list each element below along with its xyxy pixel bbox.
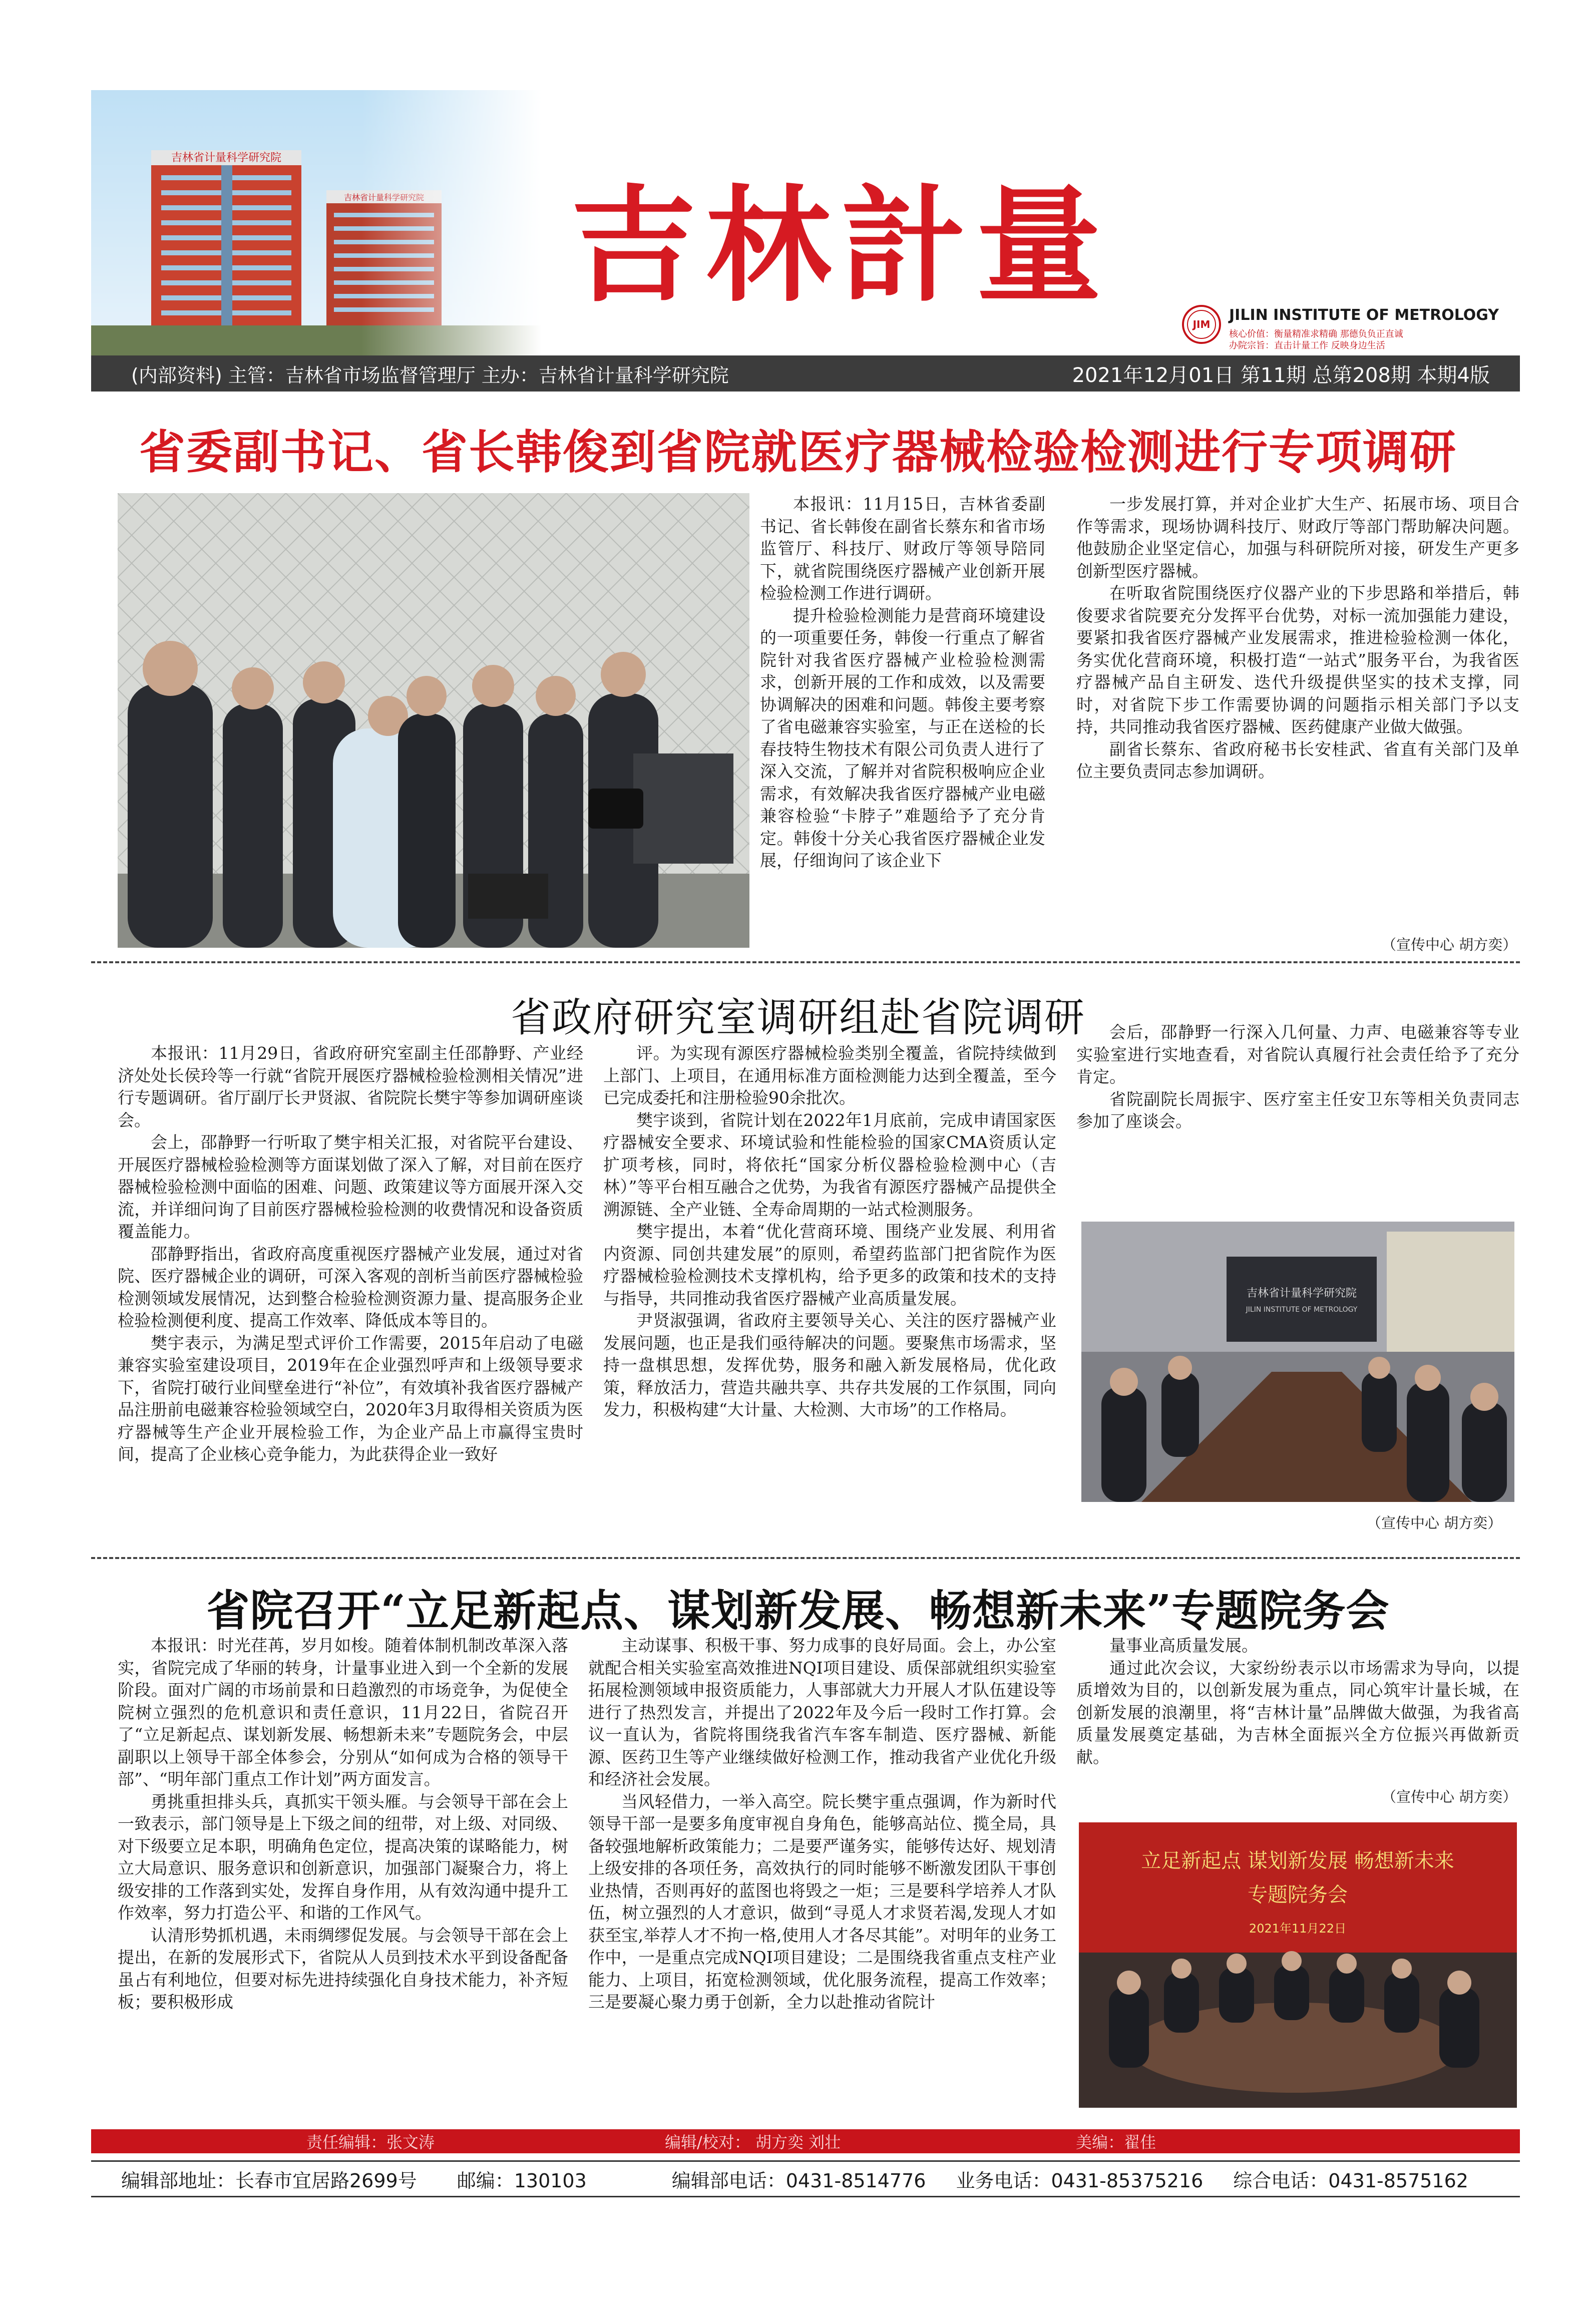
article3-column-1 bbox=[118, 1635, 568, 2014]
article2-paragraph: 尹贤淑强调，省政府主要领导关心、关注的医疗器械产业发展问题，也正是我们亟待解决的问题。要聚焦市场需求，坚持一盘棋思想，发挥优势，服务和融入新发展格局，优化政策，释放活力，营造共融共享、共存共发展的工作氛围，同向发力，积极构建“大计量、大检测、大市场”的工作格局。 bbox=[603, 1311, 1056, 1419]
article2-paragraph: 会后，邵静野一行深入几何量、力声、电磁兼容等专业实验室进行实地查看，对省院认真履行社会责任给予了充分肯定。 bbox=[1076, 1022, 1519, 1086]
article1-paragraph: 本报讯：11月15日，吉林省委副书记、省长韩俊在副省长蔡东和省市场监管厅、科技厅、财政厅等领导陪同下，就省院围绕医疗器械产业创新开展检验检测工作进行调研。 bbox=[760, 494, 1045, 603]
article1-photo bbox=[118, 493, 749, 948]
article3-paragraph: 量事业高质量发展。 bbox=[1109, 1636, 1258, 1655]
article2-paragraph: 樊宇表示，为满足型式评价工作需要，2015年启动了电磁兼容实验室建设项目，2019年在企业强烈呼声和上级领导要求下，省院打破行业间壁垒进行“补位”，有效填补我省医疗器械产品注册前电磁兼容检验领域空白，2020年3月取得相关资质为医疗器械等生产企业开展检验工作，为企业产品上市赢得宝贵时间，提高了企业核心竞争能力，为此获得企业一致好 bbox=[118, 1333, 583, 1464]
article3-column-3 bbox=[1076, 1635, 1519, 1768]
article2-column-1 bbox=[118, 1042, 583, 1466]
article3-paragraph: 当风轻借力，一举入高空。院长樊宇重点强调，作为新时代领导干部一是要多角度审视自身角色，能够高站位、揽全局，具备较强地解析政策能力；二是要严谨务实，能够传达好、规划清上级安排的各项任务，高效执行的同时能够不断激发团队干事创业热情，否则再好的蓝图也将毁之一炬；三是要科学培养人才队伍，树立强烈的人才意识，做到“寻觅人才求贤若渴,发现人才如获至宝,举荐人才不拘一格,使用人才各尽其能”。对明年的业务工作中，一是重点完成NQI项目建设；二是围绕我省重点支柱产业能力、上项目，拓宽检测领域，优化服务流程，提高工作效率；三是要凝心聚力勇于创新，全力以赴推动省院计 bbox=[588, 1791, 1056, 2012]
article1-paragraph: 提升检验检测能力是营商环境建设的一项重要任务，韩俊一行重点了解省院针对我省医疗器械产业检验检测需求，创新开展的工作和成效，以及需要协调解决的困难和问题。韩俊主要考察了省电磁兼容实验室，与正在送检的长春技特生物技术有限公司负责人进行了深入交流，了解并对省院积极响应企业需求，有效解决我省医疗器械产业电磁兼容检验“卡脖子”难题给予了充分肯定。韩俊十分关心我省医疗器械企业发展，仔细询问了该企业下 bbox=[760, 605, 1045, 870]
article1-credit: （宣传中心 胡方奕） bbox=[1382, 936, 1517, 953]
footer-phone: 编辑部电话：0431-8514776 bbox=[671, 2169, 926, 2192]
article2-paragraph: 樊宇提出，本着“优化营商环境、围绕产业发展、利用省内资源、同创共建发展”的原则，希望药监部门把省院作为医疗器械检验检测技术支撑机构，给予更多的政策和技术的支持与指导，共同推动我省医疗器械产业高质量发展。 bbox=[603, 1222, 1056, 1308]
info-bar bbox=[91, 355, 1520, 392]
banner-line-1: 立足新起点 谋划新发展 畅想新未来 bbox=[1141, 1849, 1454, 1872]
newspaper-title: 吉林計量 bbox=[571, 172, 1111, 319]
article2-paragraph: 邵静野指出，省政府高度重视医疗器械产业发展，通过对省院、医疗器械企业的调研，可深入客观的剖析当前医疗器械检验检测领域发展情况，达到整合检验检测资源力量、提高服务企业检验检测便利度、提高工作效率、降低成本等目的。 bbox=[118, 1244, 583, 1330]
article3-paragraph: 勇挑重担排头兵，真抓实干领头雁。与会领导干部在会上一致表示，部门领导是上下级之间的纽带，对上级、对同级、对下级要立足本职，明确角色定位，提高决策的谋略能力，树立大局意识、服务意识和创新意识，加强部门凝聚合力，将上级安排的工作落到实处，发挥自身作用，从有效沟通中提升工作效率，努力打造公平、和谐的工作风气。 bbox=[118, 1791, 568, 1922]
article2-meeting-photo bbox=[1081, 1222, 1514, 1502]
article2-headline: 省政府研究室调研组赴省院调研 bbox=[511, 994, 1085, 1041]
footer-art-editor: 美编：翟佳 bbox=[1076, 2133, 1156, 2152]
banner-line-2: 专题院务会 bbox=[1248, 1883, 1348, 1906]
info-bar-publisher: (内部资料) 主管：吉林省市场监督管理厅 主办：吉林省计量科学研究院 bbox=[131, 364, 729, 387]
article3-paragraph: 通过此次会议，大家纷纷表示以市场需求为导向，以提质增效为目的，以创新发展为重点，同心筑牢计量长城，在创新发展的浪潮里，将“吉林计量”品牌做大做强，为我省高质量发展奠定基础，为吉林全面振兴全方位振兴再做新贡献。 bbox=[1076, 1658, 1519, 1767]
article1-column-1 bbox=[760, 493, 1045, 872]
article3-column-2 bbox=[588, 1635, 1056, 2014]
article2-paragraph: 会上，邵静野一行听取了樊宇相关汇报，对省院平台建设、开展医疗器械检验检测等方面谋划做了深入了解，对目前在医疗器械检验检测中面临的困难、问题、政策建议等方面展开深入交流，并详细问询了目前医疗器械检验检测的收费情况和设备资质覆盖能力。 bbox=[118, 1132, 583, 1241]
info-bar-issue: 2021年12月01日 第11期 总第208期 本期4版 bbox=[1072, 363, 1490, 387]
banner-date: 2021年11月22日 bbox=[1249, 1921, 1347, 1936]
article2-column-3 bbox=[1076, 1021, 1519, 1133]
article3-paragraph: 主动谋事、积极干事、努力成事的良好局面。会上，办公室就配合相关实验室高效推进NQI项目建设、质保部就组织实验室拓展检测领域申报资质能力，人事部就大力开展人才队伍建设等进行了热烈发言，并提出了2022年及今后一段时工作打算。会议一直认为，省院将围绕我省汽车客车制造、医疗器械、新能源、医药卫生等产业继续做好检测工作，推动我省产业优化升级和经济社会发展。 bbox=[588, 1636, 1056, 1789]
footer-proofreaders: 编辑/校对： 胡方奕 刘壮 bbox=[665, 2133, 841, 2152]
article2-column-2 bbox=[603, 1042, 1056, 1421]
institute-name-en: JILIN INSTITUTE OF METROLOGY bbox=[1229, 306, 1499, 324]
section-divider bbox=[91, 961, 1520, 963]
section-divider bbox=[91, 1557, 1520, 1559]
institute-logo bbox=[1181, 304, 1222, 344]
photo-sign-cn: 吉林省计量科学研究院 bbox=[1246, 1287, 1357, 1300]
footer-general-phone: 综合电话：0431-8575162 bbox=[1233, 2169, 1468, 2192]
article3-headline: 省院召开“立足新起点、谋划新发展、畅想新未来”专题院务会 bbox=[206, 1586, 1390, 1636]
article3-meeting-photo bbox=[1079, 1822, 1517, 2108]
photo-sign-en: JILIN INSTITUTE OF METROLOGY bbox=[1246, 1306, 1358, 1314]
footer-address: 编辑部地址：长春市宜居路2699号 bbox=[121, 2169, 417, 2192]
article1-paragraph: 在听取省院围绕医疗仪器产业的下步思路和举措后，韩俊要求省院要充分发挥平台优势，对标一流加强能力建设，要紧扣我省医疗器械产业发展需求，推进检验检测一体化，务实优化营商环境，积极打造“一站式”服务平台，为我省医疗器械产品自主研发、迭代升级提供坚实的技术支撑，同时，对省院下步工作需要协调的问题指示相关部门予以支持，共同推动我省医疗器械、医药健康产业做大做强。 bbox=[1076, 583, 1519, 736]
masthead-building-photo bbox=[91, 90, 542, 368]
article1-paragraph: 副省长蔡东、省政府秘书长安桂武、省直有关部门及单位主要负责同志参加调研。 bbox=[1076, 739, 1519, 781]
footer-business-phone: 业务电话：0431-85375216 bbox=[956, 2169, 1204, 2192]
article3-paragraph: 本报讯：时光荏苒，岁月如梭。随着体制机制改革深入落实，省院完成了华丽的转身，计量事业进入到一个全新的发展阶段。面对广阔的市场前景和日趋激烈的市场竞争，为促使全院树立强烈的危机意识和责任意识，11月22日，省院召开了“立足新起点、谋划新发展、畅想新未来”专题院务会，中层副职以上领导干部全体参会，分别从“如何成为合格的领导干部”、“明年部门重点工作计划”两方面发言。 bbox=[118, 1636, 568, 1789]
article2-paragraph: 本报讯：11月29日，省政府研究室副主任邵静野、产业经济处处长侯玲等一行就“省院开展医疗器械检验检测相关情况”进行专题调研。省厅副厅长尹贤淑、省院院长樊宇等参加调研座谈会。 bbox=[118, 1043, 583, 1130]
footer-contact-bar bbox=[91, 2160, 1520, 2197]
article1-column-2 bbox=[1076, 493, 1519, 783]
article1-headline: 省委副书记、省长韩俊到省院就医疗器械检验检测进行专项调研 bbox=[139, 425, 1457, 479]
article2-paragraph: 评。为实现有源医疗器械检验类别全覆盖，省院持续做到上部门、上项目，在通用标准方面检测能力达到全覆盖，至今已完成委托和注册检验90余批次。 bbox=[603, 1043, 1056, 1107]
footer-postcode: 邮编：130103 bbox=[457, 2169, 587, 2192]
footer-editors-bar bbox=[91, 2129, 1520, 2153]
article2-credit: （宣传中心 胡方奕） bbox=[1367, 1514, 1502, 1531]
article1-paragraph: 一步发展打算，并对企业扩大生产、拓展市场、项目合作等需求，现场协调科技厅、财政厅等部门帮助解决问题。他鼓励企业坚定信心，加强与科研院所对接，研发生产更多创新型医疗器械。 bbox=[1076, 494, 1519, 581]
article3-credit: （宣传中心 胡方奕） bbox=[1382, 1788, 1517, 1805]
motto-line-2: 办院宗旨：直击计量工作 反映身边生活 bbox=[1229, 340, 1385, 351]
article3-paragraph: 认清形势抓机遇，未雨绸缪促发展。与会领导干部在会上提出，在新的发展形式下，省院从人员到技术水平到设备配备虽占有利地位，但要对标先进持续强化自身技术能力，补齐短板；要积极形成 bbox=[118, 1925, 568, 2012]
motto-line-1: 核心价值：衡量精准求精确 那德负负正直诚 bbox=[1229, 329, 1403, 339]
logo-text: JIM bbox=[1192, 318, 1211, 330]
article2-paragraph: 省院副院长周振宇、医疗室主任安卫东等相关负责同志参加了座谈会。 bbox=[1076, 1089, 1519, 1131]
article2-paragraph: 樊宇谈到，省院计划在2022年1月底前，完成申请国家医疗器械安全要求、环境试验和性能检验的国家CMA资质认定扩项考核，同时，将依托“国家分析仪器检验检测中心（吉林）”等平台相互融合之优势，为我省有源医疗器械产品提供全溯源链、全产业链、全寿命周期的一站式检测服务。 bbox=[603, 1110, 1056, 1219]
footer-editor: 责任编辑：张文涛 bbox=[306, 2133, 435, 2152]
